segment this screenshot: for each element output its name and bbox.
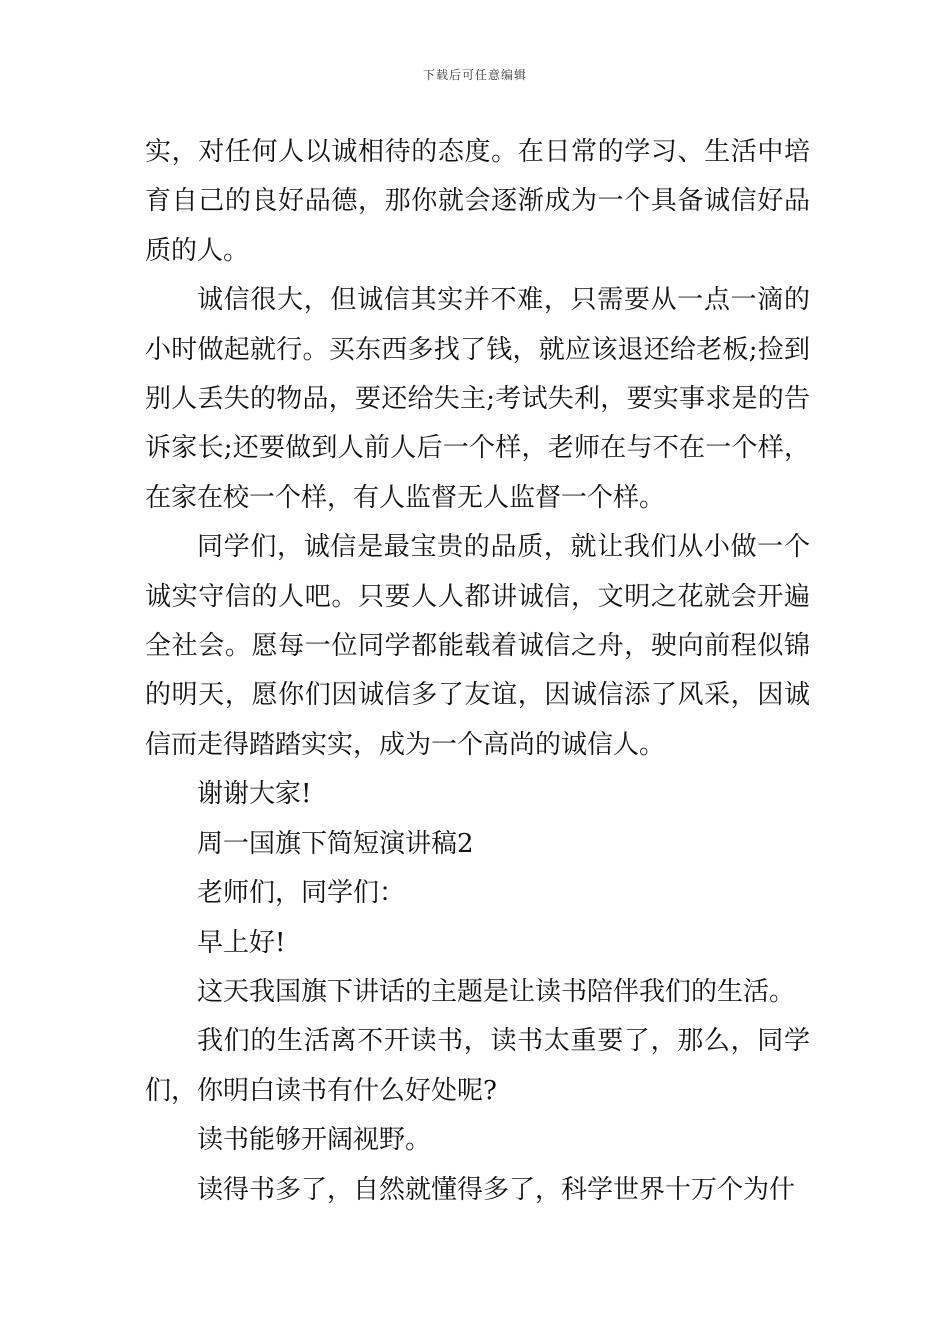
paragraph: 我们的生活离不开读书，读书太重要了，那么，同学们，你明白读书有什么好处呢? bbox=[145, 1026, 810, 1106]
paragraph: 读得书多了，自然就懂得多了，科学世界十万个为什 bbox=[197, 1174, 796, 1205]
paragraph: 读书能够开阔视野。 bbox=[197, 1125, 432, 1156]
page-header-note: 下载后可任意编辑 bbox=[422, 68, 527, 82]
paragraph: 同学们，诚信是最宝贵的品质，就让我们从小做一个诚实守信的人吧。只要人人都讲诚信，文明之花就会开遍全社会。愿每一位同学都能载着诚信之舟，驶向前程似锦的明天，愿你们因诚信多了友谊，因诚信添了风采，因诚信而走得踏踏实实，成为一个高尚的诚信人。 bbox=[145, 532, 810, 760]
salutation: 老师们，同学们： bbox=[197, 878, 406, 909]
paragraph: 诚信很大，但诚信其实并不难，只需要从一点一滴的小时做起就行。买东西多找了钱，就应该退还给老板;捡到别人丢失的物品，要还给失主;考试失利，要实事求是的告诉家长;还要做到人前人后一个样，老师在与不在一个样，在家在校一个样，有人监督无人监督一个样。 bbox=[145, 285, 810, 513]
paragraph: 这天我国旗下讲话的主题是让读书陪伴我们的生活。 bbox=[197, 976, 796, 1007]
paragraph: 实，对任何人以诚相待的态度。在日常的学习、生活中培育自己的良好品德，那你就会逐渐成为一个具备诚信好品质的人。 bbox=[145, 137, 810, 266]
greeting: 早上好! bbox=[197, 927, 286, 958]
document-body bbox=[145, 128, 810, 1215]
closing-thanks: 谢谢大家! bbox=[197, 779, 312, 810]
speech-title: 周一国旗下简短演讲稿2 bbox=[197, 828, 474, 859]
